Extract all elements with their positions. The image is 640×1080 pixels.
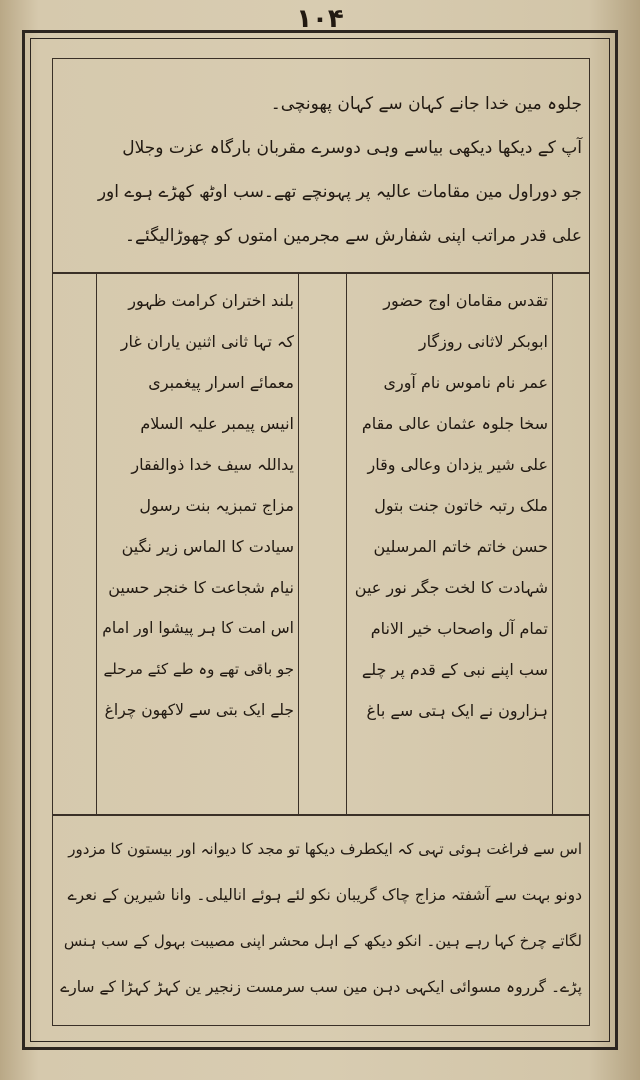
- text-line: علی قدر مراتب اپنی شفارش سے مجرمین امتوں کو چھوڑالیگئے۔: [125, 226, 582, 246]
- text-line: پڑے۔ گرروہ مسوائی ایکہی دہن مین سب سرمست زنجیر ین کہڑ کہڑا کے سارے: [60, 978, 582, 996]
- verse-line: انیس پیمبر علیہ السلام: [140, 414, 294, 433]
- verse-line: ملک رتبہ خاتون جنت بتول: [374, 496, 548, 515]
- verse-line: ابوبکر لاثانی روزگار: [418, 332, 548, 351]
- verse-line: مزاج تمبزیہ بنت رسول: [139, 496, 294, 515]
- verse-line: جو باقی تھے وہ طے کئے مرحلے: [103, 660, 294, 678]
- text-line: لگاتے چرخ کہا رہے ہین۔ انکو دیکھ کے اہل محشر اپنی مصیبت بہول کے سب ہنس: [63, 932, 582, 950]
- verse-line: یداللہ سیف خدا ذوالفقار: [131, 455, 294, 474]
- verse-line: کہ تہا ثانی اثنین یاران غار: [120, 332, 294, 351]
- verse-line: بلند اختران کرامت ظہور: [128, 291, 294, 310]
- verse-line: ہزارون نے ایک ہتی سے باغ: [366, 701, 548, 720]
- verse-line: اس امت کا ہر پیشوا اور امام: [102, 619, 294, 637]
- verse-line: نیام شجاعت کا خنجر حسین: [108, 578, 294, 597]
- verse-line: جلے ایک بتی سے لاکھون چراغ: [104, 701, 294, 719]
- verse-column-right: [350, 280, 548, 731]
- verse-line: سخا جلوہ عثمان عالی مقام: [361, 414, 548, 433]
- verse-column-divider: [298, 272, 299, 816]
- verse-column-divider: [96, 272, 97, 816]
- text-line: جو دوراول مین مقامات عالیہ پر پہونچے تھے۔سب اوٹھ کھڑے ہوے اور: [97, 182, 582, 202]
- verse-column-divider: [346, 272, 347, 816]
- verse-line: سیادت کا الماس زیر نگین: [121, 537, 294, 556]
- page-number: ۱۰۴: [296, 4, 344, 34]
- verse-line: تمام آل واصحاب خیر الانام: [370, 619, 548, 638]
- verse-line: شہادت کا لخت جگر نور عین: [354, 578, 548, 597]
- verse-line: حسن خاتم خاتم المرسلین: [373, 537, 548, 556]
- text-line: آپ کے دیکھا دیکھی بیاسے وہی دوسرے مقربان بارگاہ عزت وجلال: [122, 138, 582, 158]
- verse-line: سب اپنے نبی کے قدم پر چلے: [361, 660, 548, 679]
- verse-column-divider: [552, 272, 553, 816]
- verse-line: علی شیر یزدان وعالی وقار: [367, 455, 548, 474]
- text-line: جلوہ مین خدا جانے کہان سے کہان پھونچی۔: [270, 94, 582, 114]
- verse-line: معمائے اسرار پیغمبری: [148, 373, 294, 392]
- top-paragraph: [60, 82, 582, 258]
- verse-column-left: [100, 280, 294, 731]
- verse-line: عمر نام ناموس نام آوری: [383, 373, 548, 392]
- text-line: اس سے فراغت ہوئی تہی کہ ایکطرف دیکھا تو مجد کا دیوانہ اور بیستون کا مزدور: [68, 840, 582, 858]
- verse-line: تقدس مقامان اوج حضور: [383, 291, 548, 310]
- bottom-paragraph: [60, 826, 582, 1010]
- text-line: دونو بہت سے آشفتہ مزاج چاک گریبان نکو لئے ہوئے انالیلی۔ وانا شیرین کے نعرے: [67, 886, 582, 904]
